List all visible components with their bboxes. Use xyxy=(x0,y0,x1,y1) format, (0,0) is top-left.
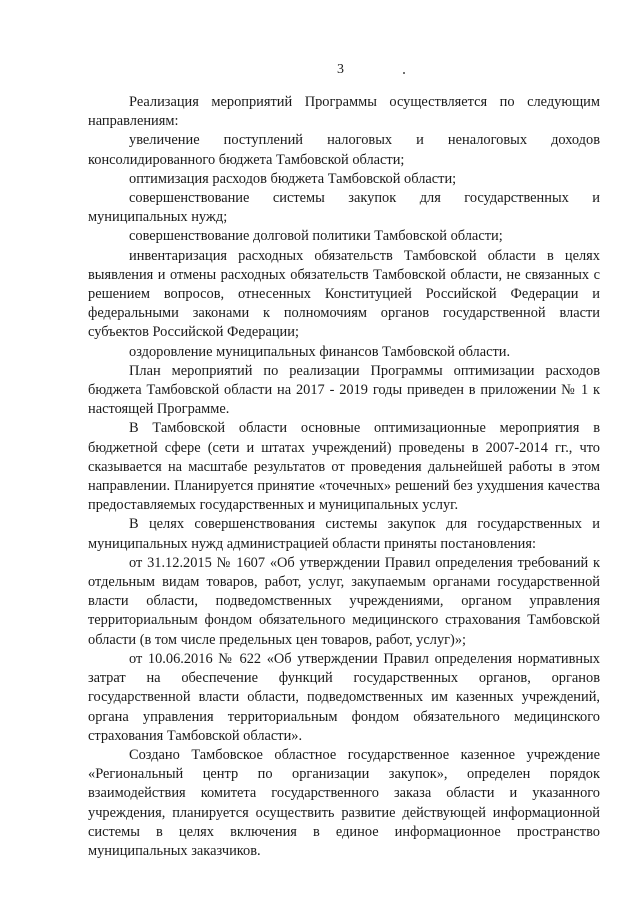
scan-dot-mark xyxy=(403,72,405,74)
document-body xyxy=(88,93,600,861)
paragraph-intro: Реализация мероприятий Программы осуществляется по следующим направлениям: xyxy=(88,94,600,130)
paragraph-resolution-1607: от 31.12.2015 № 1607 «Об утверждении Правил определения требований к отдельным видам товаров, работ, услуг, закупаемым органами государственной власти области, подведомственных учреждениями, органом управления территориальным фондом обязательного медицинского страхования Тамбовской области (в том числе предельных цен товаров, работ, услуг)»; xyxy=(88,554,600,648)
paragraph-direction-debt: совершенствование долговой политики Тамбовской области; xyxy=(129,228,503,245)
paragraph-direction-municipal: оздоровление муниципальных финансов Тамбовской области. xyxy=(129,343,511,360)
paragraph-direction-procurement: совершенствование системы закупок для государственных и муниципальных нужд; xyxy=(88,190,600,226)
paragraph-direction-expenses: оптимизация расходов бюджета Тамбовской области; xyxy=(129,170,457,187)
paragraph-plan: План мероприятий по реализации Программы оптимизации расходов бюджета Тамбовской области на 2017 - 2019 годы приведен в приложении № 1 к настоящей Программе. xyxy=(88,362,600,418)
paragraph-optimization: В Тамбовской области основные оптимизационные мероприятия в бюджетной сфере (сети и штатах учреждений) проведены в 2007-2014 гг., что сказывается на масштабе результатов от проведения дальнейшей работы в этом направлении. Планируется принятие «точечных» решений без ухудшения качества предоставляемых государственных и муниципальных услуг. xyxy=(88,420,600,514)
paragraph-direction-revenue: увеличение поступлений налоговых и неналоговых доходов консолидированного бюджета Тамбовской области; xyxy=(88,132,600,168)
page-number: 3 xyxy=(337,62,344,77)
paragraph-regional-center: Создано Тамбовское областное государственное казенное учреждение «Региональный центр по организации закупок», определен порядок взаимодействия комитета государственного заказа области и указанного учреждения, планируется осуществить развитие действующей информационной системы в целях включения в единое информационное пространство муниципальных заказчиков. xyxy=(88,746,600,859)
paragraph-procurement-resolutions: В целях совершенствования системы закупок для государственных и муниципальных нужд администрацией области приняты постановления: xyxy=(88,516,600,552)
paragraph-resolution-622: от 10.06.2016 № 622 «Об утверждении Правил определения нормативных затрат на обеспечение функций государственных органов, органов государственной власти области, подведомственных им казенных учреждений, органа управления территориальным фондом обязательного медицинского страхования Тамбовской области». xyxy=(88,650,600,744)
paragraph-direction-inventory: инвентаризация расходных обязательств Тамбовской области в целях выявления и отмены расходных обязательств Тамбовской области, не связанных с решением вопросов, отнесенных Конституцией Российской Федерации и федеральными законами к полномочиям органов государственной власти субъектов Российской Федерации; xyxy=(88,247,600,341)
